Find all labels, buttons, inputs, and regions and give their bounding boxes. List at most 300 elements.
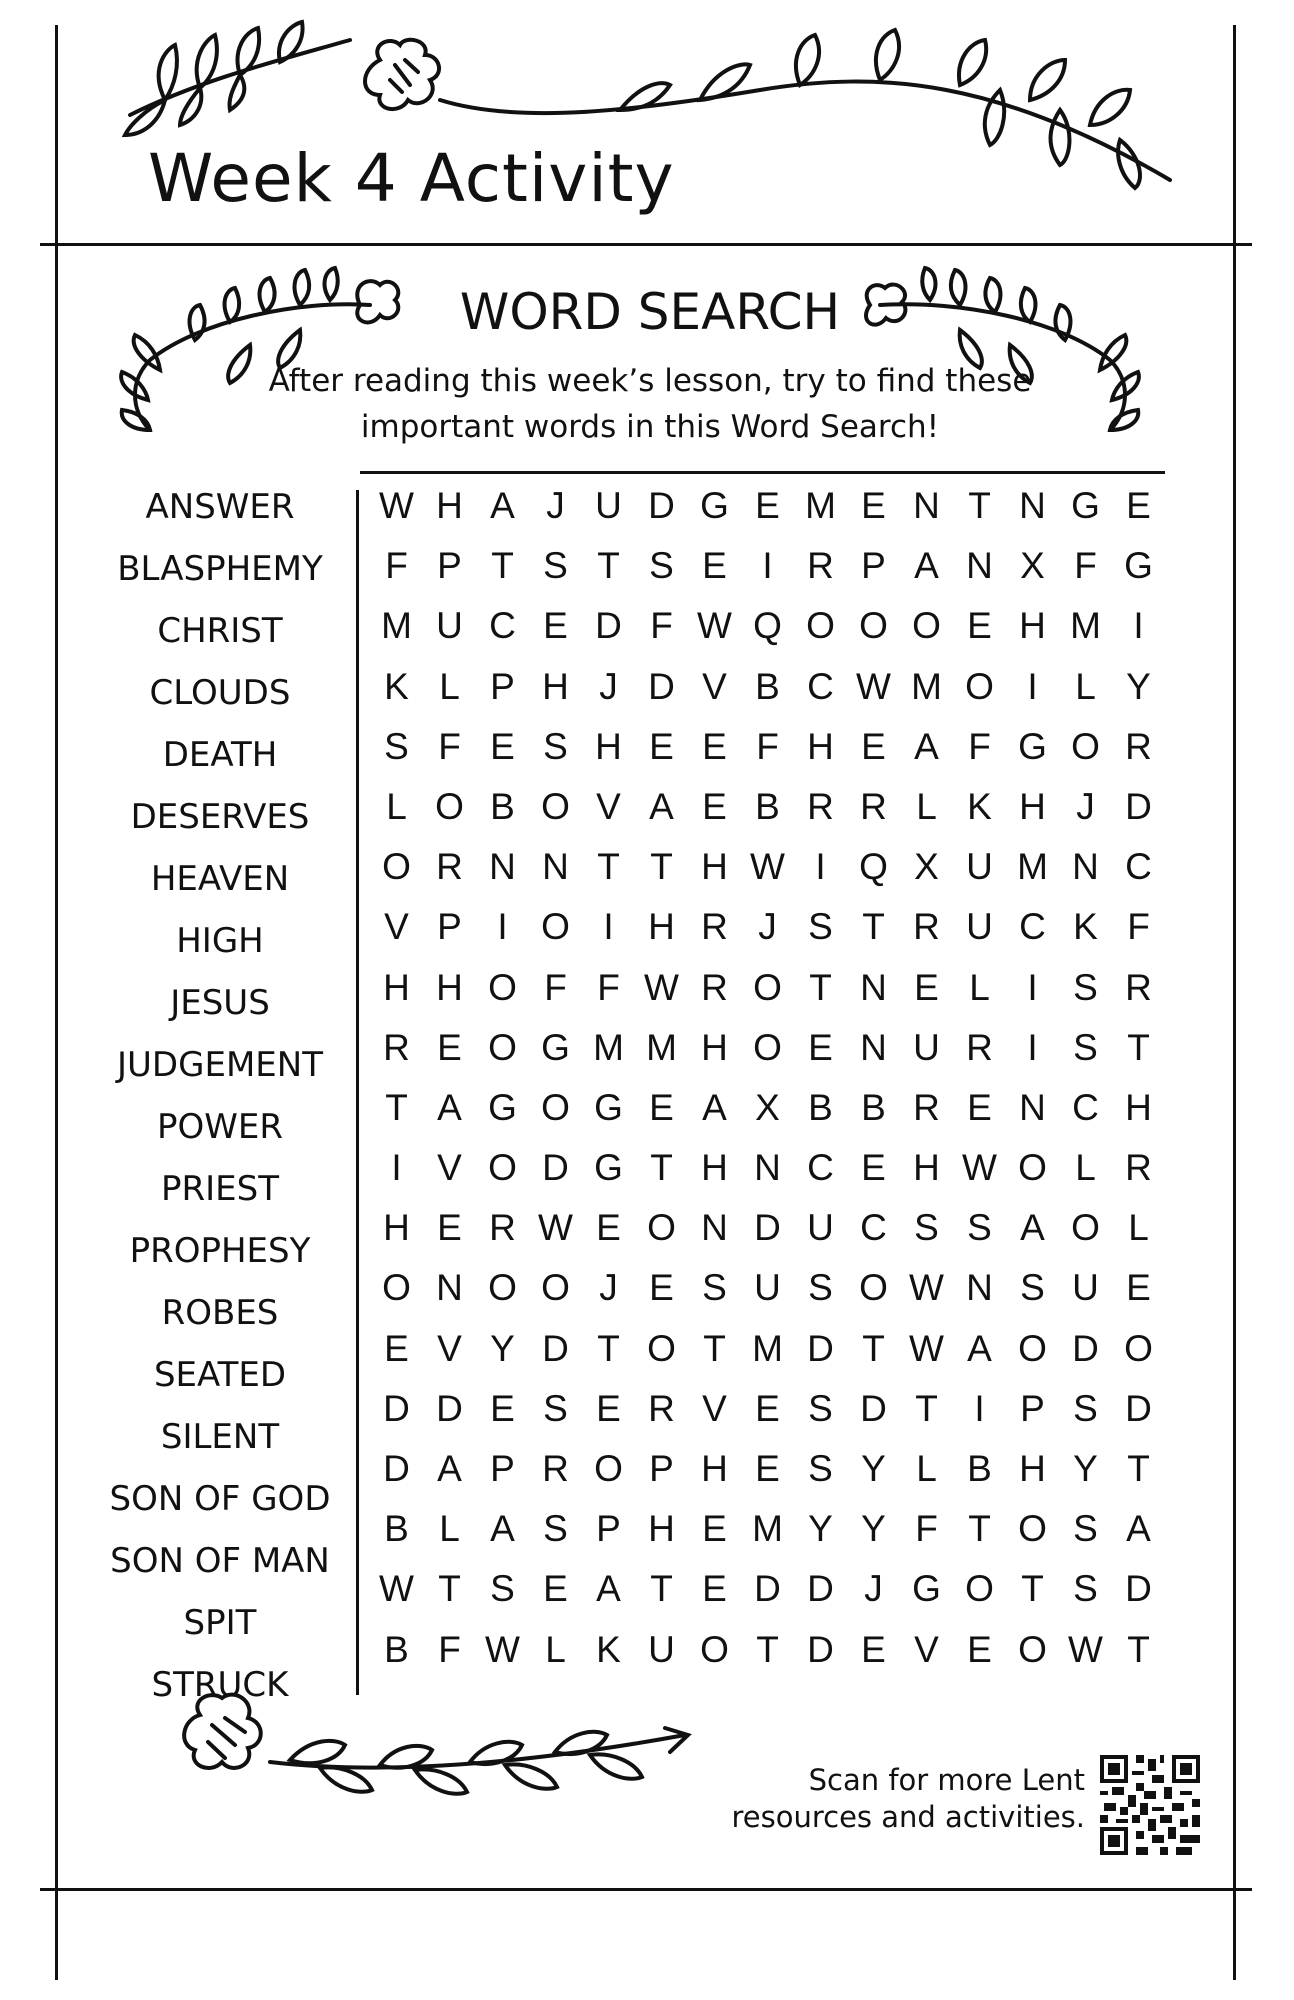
- grid-letter[interactable]: I: [1133, 605, 1144, 647]
- grid-letter[interactable]: F: [597, 966, 620, 1008]
- grid-letter[interactable]: K: [596, 1628, 621, 1670]
- grid-letter[interactable]: O: [1018, 1327, 1047, 1369]
- grid-letter[interactable]: F: [650, 605, 673, 647]
- grid-letter[interactable]: S: [543, 725, 568, 767]
- grid-letter[interactable]: G: [1071, 485, 1100, 526]
- grid-letter[interactable]: E: [861, 1628, 886, 1670]
- grid-letter[interactable]: H: [701, 1147, 728, 1189]
- grid-letter[interactable]: U: [648, 1628, 675, 1670]
- grid-letter[interactable]: H: [701, 1026, 728, 1068]
- grid-letter[interactable]: V: [596, 785, 621, 827]
- grid-letter[interactable]: O: [541, 785, 570, 827]
- grid-letter[interactable]: X: [914, 846, 939, 888]
- grid-letter[interactable]: D: [542, 1147, 569, 1189]
- grid-letter[interactable]: H: [648, 1508, 675, 1550]
- grid-letter[interactable]: M: [805, 485, 836, 526]
- grid-letter[interactable]: W: [909, 1267, 944, 1309]
- grid-letter[interactable]: S: [914, 1207, 939, 1249]
- grid-letter[interactable]: O: [700, 1628, 729, 1670]
- grid-letter[interactable]: V: [702, 665, 727, 707]
- grid-letter[interactable]: Y: [861, 1448, 886, 1489]
- grid-letter[interactable]: H: [383, 966, 410, 1008]
- grid-letter[interactable]: K: [967, 785, 992, 827]
- grid-letter[interactable]: M: [381, 605, 412, 647]
- grid-letter[interactable]: O: [541, 1086, 570, 1128]
- grid-letter[interactable]: R: [860, 785, 887, 827]
- grid-letter[interactable]: U: [966, 846, 993, 888]
- grid-letter[interactable]: T: [1127, 1448, 1150, 1489]
- grid-letter[interactable]: G: [488, 1086, 517, 1128]
- grid-letter[interactable]: S: [1073, 1508, 1098, 1550]
- grid-letter[interactable]: P: [490, 1448, 515, 1489]
- grid-letter[interactable]: D: [754, 1568, 781, 1610]
- grid-letter[interactable]: S: [808, 906, 833, 948]
- grid-letter[interactable]: S: [1020, 1267, 1045, 1309]
- grid-letter[interactable]: D: [807, 1568, 834, 1610]
- grid-letter[interactable]: E: [967, 605, 992, 647]
- grid-letter[interactable]: D: [860, 1387, 887, 1429]
- grid-letter[interactable]: J: [758, 906, 777, 948]
- grid-letter[interactable]: S: [808, 1267, 833, 1309]
- grid-letter[interactable]: O: [382, 846, 411, 888]
- grid-letter[interactable]: Y: [1126, 665, 1151, 707]
- grid-letter[interactable]: P: [1020, 1387, 1045, 1429]
- grid-letter[interactable]: T: [650, 1147, 673, 1189]
- grid-letter[interactable]: E: [967, 1628, 992, 1670]
- grid-letter[interactable]: F: [756, 725, 779, 767]
- grid-letter[interactable]: O: [806, 605, 835, 647]
- grid-letter[interactable]: U: [966, 906, 993, 948]
- grid-letter[interactable]: H: [701, 846, 728, 888]
- grid-letter[interactable]: F: [1127, 906, 1150, 948]
- grid-letter[interactable]: O: [1124, 1327, 1153, 1369]
- grid-letter[interactable]: L: [439, 665, 460, 707]
- grid-letter[interactable]: B: [490, 785, 515, 827]
- grid-letter[interactable]: N: [913, 485, 940, 526]
- grid-letter[interactable]: B: [861, 1086, 886, 1128]
- grid-letter[interactable]: F: [438, 1628, 461, 1670]
- grid-letter[interactable]: T: [756, 1628, 779, 1670]
- grid-letter[interactable]: J: [864, 1568, 883, 1610]
- grid-letter[interactable]: O: [541, 906, 570, 948]
- grid-letter[interactable]: Y: [490, 1327, 515, 1369]
- grid-letter[interactable]: H: [1019, 785, 1046, 827]
- grid-letter[interactable]: K: [384, 665, 409, 707]
- grid-letter[interactable]: C: [860, 1207, 887, 1249]
- grid-letter[interactable]: L: [1128, 1207, 1149, 1249]
- grid-letter[interactable]: E: [1126, 485, 1151, 526]
- grid-letter[interactable]: S: [543, 1387, 568, 1429]
- grid-letter[interactable]: R: [489, 1207, 516, 1249]
- grid-letter[interactable]: U: [1072, 1267, 1099, 1309]
- grid-letter[interactable]: R: [1125, 966, 1152, 1008]
- grid-letter[interactable]: E: [755, 485, 780, 526]
- grid-letter[interactable]: R: [383, 1026, 410, 1068]
- grid-letter[interactable]: H: [701, 1448, 728, 1489]
- grid-letter[interactable]: E: [596, 1387, 621, 1429]
- grid-letter[interactable]: Y: [861, 1508, 886, 1550]
- grid-letter[interactable]: J: [599, 665, 618, 707]
- grid-letter[interactable]: S: [808, 1448, 833, 1489]
- grid-letter[interactable]: M: [752, 1327, 783, 1369]
- grid-letter[interactable]: M: [752, 1508, 783, 1550]
- grid-letter[interactable]: E: [861, 725, 886, 767]
- grid-letter[interactable]: I: [1027, 1026, 1038, 1068]
- grid-letter[interactable]: B: [808, 1086, 833, 1128]
- grid-letter[interactable]: R: [966, 1026, 993, 1068]
- grid-letter[interactable]: O: [488, 1026, 517, 1068]
- grid-letter[interactable]: E: [649, 1086, 674, 1128]
- grid-letter[interactable]: E: [543, 605, 568, 647]
- grid-letter[interactable]: A: [596, 1568, 621, 1610]
- grid-letter[interactable]: C: [807, 665, 834, 707]
- grid-letter[interactable]: T: [703, 1327, 726, 1369]
- grid-letter[interactable]: O: [965, 665, 994, 707]
- grid-letter[interactable]: O: [1018, 1508, 1047, 1550]
- grid-letter[interactable]: I: [815, 846, 826, 888]
- grid-letter[interactable]: Y: [808, 1508, 833, 1550]
- grid-letter[interactable]: H: [1019, 605, 1046, 647]
- grid-letter[interactable]: O: [1018, 1628, 1047, 1670]
- grid-letter[interactable]: S: [649, 545, 674, 587]
- grid-letter[interactable]: O: [435, 785, 464, 827]
- grid-letter[interactable]: F: [1074, 545, 1097, 587]
- grid-letter[interactable]: W: [379, 485, 414, 526]
- grid-letter[interactable]: E: [596, 1207, 621, 1249]
- grid-letter[interactable]: G: [594, 1086, 623, 1128]
- grid-letter[interactable]: M: [646, 1026, 677, 1068]
- grid-letter[interactable]: R: [807, 545, 834, 587]
- grid-letter[interactable]: T: [491, 545, 514, 587]
- grid-letter[interactable]: S: [808, 1387, 833, 1429]
- grid-letter[interactable]: C: [489, 605, 516, 647]
- grid-letter[interactable]: H: [383, 1207, 410, 1249]
- grid-letter[interactable]: G: [1018, 725, 1047, 767]
- grid-letter[interactable]: T: [438, 1568, 461, 1610]
- grid-letter[interactable]: S: [490, 1568, 515, 1610]
- grid-letter[interactable]: E: [543, 1568, 568, 1610]
- grid-letter[interactable]: E: [490, 1387, 515, 1429]
- grid-letter[interactable]: E: [437, 1026, 462, 1068]
- grid-letter[interactable]: I: [391, 1147, 402, 1189]
- grid-letter[interactable]: G: [594, 1147, 623, 1189]
- grid-letter[interactable]: D: [383, 1387, 410, 1429]
- grid-letter[interactable]: M: [911, 665, 942, 707]
- grid-letter[interactable]: T: [650, 1568, 673, 1610]
- grid-letter[interactable]: S: [967, 1207, 992, 1249]
- grid-letter[interactable]: R: [1125, 1147, 1152, 1189]
- grid-letter[interactable]: L: [916, 785, 937, 827]
- grid-letter[interactable]: H: [648, 906, 675, 948]
- grid-letter[interactable]: A: [702, 1086, 727, 1128]
- grid-letter[interactable]: K: [1073, 906, 1098, 948]
- grid-letter[interactable]: F: [915, 1508, 938, 1550]
- grid-letter[interactable]: T: [597, 545, 620, 587]
- grid-letter[interactable]: E: [702, 725, 727, 767]
- grid-letter[interactable]: I: [1027, 966, 1038, 1008]
- grid-letter[interactable]: H: [913, 1147, 940, 1189]
- grid-letter[interactable]: L: [1075, 1147, 1096, 1189]
- grid-letter[interactable]: O: [859, 605, 888, 647]
- grid-letter[interactable]: N: [860, 1026, 887, 1068]
- grid-letter[interactable]: E: [755, 1448, 780, 1489]
- grid-letter[interactable]: T: [650, 846, 673, 888]
- grid-letter[interactable]: E: [702, 545, 727, 587]
- grid-letter[interactable]: T: [1021, 1568, 1044, 1610]
- grid-letter[interactable]: F: [438, 725, 461, 767]
- grid-letter[interactable]: S: [1073, 966, 1098, 1008]
- grid-letter[interactable]: A: [1020, 1207, 1045, 1249]
- grid-letter[interactable]: V: [702, 1387, 727, 1429]
- grid-letter[interactable]: T: [385, 1086, 408, 1128]
- grid-letter[interactable]: N: [860, 966, 887, 1008]
- grid-letter[interactable]: N: [701, 1207, 728, 1249]
- grid-letter[interactable]: C: [1019, 906, 1046, 948]
- grid-letter[interactable]: D: [1125, 1387, 1152, 1429]
- grid-letter[interactable]: F: [385, 545, 408, 587]
- grid-letter[interactable]: S: [1073, 1387, 1098, 1429]
- grid-letter[interactable]: E: [649, 725, 674, 767]
- grid-letter[interactable]: J: [599, 1267, 618, 1309]
- grid-letter[interactable]: N: [1019, 1086, 1046, 1128]
- grid-letter[interactable]: P: [437, 545, 462, 587]
- grid-letter[interactable]: O: [753, 966, 782, 1008]
- grid-letter[interactable]: V: [437, 1327, 462, 1369]
- grid-letter[interactable]: O: [912, 605, 941, 647]
- grid-letter[interactable]: W: [697, 605, 732, 647]
- grid-letter[interactable]: E: [649, 1267, 674, 1309]
- grid-letter[interactable]: U: [595, 485, 622, 526]
- grid-letter[interactable]: I: [1027, 665, 1038, 707]
- grid-letter[interactable]: D: [648, 665, 675, 707]
- grid-letter[interactable]: Q: [859, 846, 888, 888]
- grid-letter[interactable]: E: [437, 1207, 462, 1249]
- grid-letter[interactable]: R: [701, 906, 728, 948]
- grid-letter[interactable]: N: [966, 545, 993, 587]
- grid-letter[interactable]: E: [967, 1086, 992, 1128]
- grid-letter[interactable]: A: [437, 1086, 462, 1128]
- grid-letter[interactable]: N: [754, 1147, 781, 1189]
- grid-letter[interactable]: D: [1125, 785, 1152, 827]
- grid-letter[interactable]: C: [807, 1147, 834, 1189]
- qr-code-icon[interactable]: [1100, 1755, 1200, 1855]
- grid-letter[interactable]: N: [489, 846, 516, 888]
- grid-letter[interactable]: S: [384, 725, 409, 767]
- grid-letter[interactable]: B: [384, 1628, 409, 1670]
- grid-letter[interactable]: A: [649, 785, 674, 827]
- grid-letter[interactable]: N: [436, 1267, 463, 1309]
- grid-letter[interactable]: L: [969, 966, 990, 1008]
- grid-letter[interactable]: T: [809, 966, 832, 1008]
- grid-letter[interactable]: O: [488, 966, 517, 1008]
- grid-letter[interactable]: I: [974, 1387, 985, 1429]
- grid-letter[interactable]: J: [1076, 785, 1095, 827]
- grid-letter[interactable]: I: [603, 906, 614, 948]
- grid-letter[interactable]: B: [384, 1508, 409, 1550]
- grid-letter[interactable]: N: [1019, 485, 1046, 526]
- grid-letter[interactable]: N: [966, 1267, 993, 1309]
- grid-letter[interactable]: O: [965, 1568, 994, 1610]
- grid-letter[interactable]: F: [544, 966, 567, 1008]
- grid-letter[interactable]: O: [382, 1267, 411, 1309]
- grid-letter[interactable]: R: [542, 1448, 569, 1489]
- grid-letter[interactable]: T: [968, 1508, 991, 1550]
- grid-letter[interactable]: N: [542, 846, 569, 888]
- grid-letter[interactable]: E: [1126, 1267, 1151, 1309]
- grid-letter[interactable]: S: [543, 1508, 568, 1550]
- grid-letter[interactable]: P: [596, 1508, 621, 1550]
- grid-letter[interactable]: U: [436, 605, 463, 647]
- grid-letter[interactable]: L: [439, 1508, 460, 1550]
- grid-letter[interactable]: A: [1126, 1508, 1151, 1550]
- grid-letter[interactable]: W: [962, 1147, 997, 1189]
- grid-letter[interactable]: R: [913, 1086, 940, 1128]
- grid-letter[interactable]: D: [807, 1628, 834, 1670]
- grid-letter[interactable]: T: [862, 1327, 885, 1369]
- grid-letter[interactable]: W: [538, 1207, 573, 1249]
- grid-letter[interactable]: M: [1070, 605, 1101, 647]
- grid-letter[interactable]: E: [490, 725, 515, 767]
- grid-letter[interactable]: I: [497, 906, 508, 948]
- grid-letter[interactable]: B: [755, 665, 780, 707]
- grid-letter[interactable]: A: [967, 1327, 992, 1369]
- grid-letter[interactable]: P: [649, 1448, 674, 1489]
- grid-letter[interactable]: V: [437, 1147, 462, 1189]
- grid-letter[interactable]: G: [1124, 545, 1153, 587]
- grid-letter[interactable]: W: [379, 1568, 414, 1610]
- grid-letter[interactable]: D: [754, 1207, 781, 1249]
- grid-letter[interactable]: E: [861, 485, 886, 526]
- grid-letter[interactable]: X: [1020, 545, 1045, 587]
- grid-letter[interactable]: C: [1072, 1086, 1099, 1128]
- grid-letter[interactable]: O: [1071, 1207, 1100, 1249]
- grid-letter[interactable]: I: [762, 545, 773, 587]
- grid-letter[interactable]: A: [914, 545, 939, 587]
- grid-letter[interactable]: O: [1071, 725, 1100, 767]
- grid-letter[interactable]: U: [754, 1267, 781, 1309]
- grid-letter[interactable]: H: [595, 725, 622, 767]
- grid-letter[interactable]: R: [1125, 725, 1152, 767]
- grid-letter[interactable]: A: [914, 725, 939, 767]
- grid-letter[interactable]: T: [915, 1387, 938, 1429]
- grid-letter[interactable]: U: [913, 1026, 940, 1068]
- grid-letter[interactable]: A: [490, 485, 515, 526]
- grid-letter[interactable]: E: [702, 785, 727, 827]
- grid-letter[interactable]: L: [545, 1628, 566, 1670]
- grid-letter[interactable]: W: [644, 966, 679, 1008]
- grid-letter[interactable]: W: [1068, 1628, 1103, 1670]
- grid-letter[interactable]: L: [1075, 665, 1096, 707]
- grid-letter[interactable]: R: [701, 966, 728, 1008]
- grid-letter[interactable]: O: [859, 1267, 888, 1309]
- grid-letter[interactable]: W: [909, 1327, 944, 1369]
- grid-letter[interactable]: E: [755, 1387, 780, 1429]
- grid-letter[interactable]: H: [436, 485, 463, 526]
- grid-letter[interactable]: E: [808, 1026, 833, 1068]
- grid-letter[interactable]: S: [1073, 1568, 1098, 1610]
- grid-letter[interactable]: T: [597, 846, 620, 888]
- grid-letter[interactable]: E: [702, 1508, 727, 1550]
- grid-letter[interactable]: D: [542, 1327, 569, 1369]
- grid-letter[interactable]: R: [648, 1387, 675, 1429]
- grid-letter[interactable]: E: [861, 1147, 886, 1189]
- grid-letter[interactable]: D: [436, 1387, 463, 1429]
- grid-letter[interactable]: P: [490, 665, 515, 707]
- grid-letter[interactable]: O: [488, 1147, 517, 1189]
- grid-letter[interactable]: D: [595, 605, 622, 647]
- grid-letter[interactable]: M: [593, 1026, 624, 1068]
- grid-letter[interactable]: D: [1125, 1568, 1152, 1610]
- grid-letter[interactable]: T: [1127, 1026, 1150, 1068]
- grid-letter[interactable]: A: [437, 1448, 462, 1489]
- grid-letter[interactable]: T: [968, 485, 991, 526]
- grid-letter[interactable]: O: [594, 1448, 623, 1489]
- grid-letter[interactable]: O: [647, 1207, 676, 1249]
- grid-letter[interactable]: O: [647, 1327, 676, 1369]
- grid-letter[interactable]: B: [967, 1448, 992, 1489]
- grid-letter[interactable]: B: [755, 785, 780, 827]
- grid-letter[interactable]: O: [753, 1026, 782, 1068]
- grid-letter[interactable]: E: [914, 966, 939, 1008]
- grid-letter[interactable]: V: [384, 906, 409, 948]
- grid-letter[interactable]: P: [437, 906, 462, 948]
- grid-letter[interactable]: D: [807, 1327, 834, 1369]
- grid-letter[interactable]: O: [541, 1267, 570, 1309]
- grid-letter[interactable]: W: [485, 1628, 520, 1670]
- grid-letter[interactable]: H: [542, 665, 569, 707]
- grid-letter[interactable]: V: [914, 1628, 939, 1670]
- grid-letter[interactable]: E: [702, 1568, 727, 1610]
- grid-letter[interactable]: H: [436, 966, 463, 1008]
- grid-letter[interactable]: G: [541, 1026, 570, 1068]
- grid-letter[interactable]: J: [546, 485, 565, 526]
- grid-letter[interactable]: H: [1125, 1086, 1152, 1128]
- grid-letter[interactable]: R: [807, 785, 834, 827]
- grid-letter[interactable]: G: [700, 485, 729, 526]
- grid-letter[interactable]: A: [490, 1508, 515, 1550]
- grid-letter[interactable]: P: [861, 545, 886, 587]
- grid-letter[interactable]: D: [383, 1448, 410, 1489]
- grid-letter[interactable]: H: [1019, 1448, 1046, 1489]
- grid-letter[interactable]: D: [1072, 1327, 1099, 1369]
- grid-letter[interactable]: X: [755, 1086, 780, 1128]
- grid-letter[interactable]: C: [1125, 846, 1152, 888]
- grid-letter[interactable]: M: [1017, 846, 1048, 888]
- grid-letter[interactable]: Q: [753, 605, 782, 647]
- grid-letter[interactable]: S: [543, 545, 568, 587]
- grid-letter[interactable]: T: [597, 1327, 620, 1369]
- grid-letter[interactable]: T: [862, 906, 885, 948]
- grid-letter[interactable]: U: [807, 1207, 834, 1249]
- grid-letter[interactable]: L: [916, 1448, 937, 1489]
- grid-letter[interactable]: H: [807, 725, 834, 767]
- grid-letter[interactable]: W: [750, 846, 785, 888]
- grid-letter[interactable]: O: [1018, 1147, 1047, 1189]
- grid-letter[interactable]: S: [1073, 1026, 1098, 1068]
- grid-letter[interactable]: N: [1072, 846, 1099, 888]
- grid-letter[interactable]: R: [436, 846, 463, 888]
- grid-letter[interactable]: L: [386, 785, 407, 827]
- grid-letter[interactable]: D: [648, 485, 675, 526]
- grid-letter[interactable]: E: [384, 1327, 409, 1369]
- grid-letter[interactable]: G: [912, 1568, 941, 1610]
- grid-letter[interactable]: S: [702, 1267, 727, 1309]
- grid-letter[interactable]: O: [488, 1267, 517, 1309]
- grid-letter[interactable]: F: [968, 725, 991, 767]
- grid-letter[interactable]: R: [913, 906, 940, 948]
- grid-letter[interactable]: W: [856, 665, 891, 707]
- grid-letter[interactable]: T: [1127, 1628, 1150, 1670]
